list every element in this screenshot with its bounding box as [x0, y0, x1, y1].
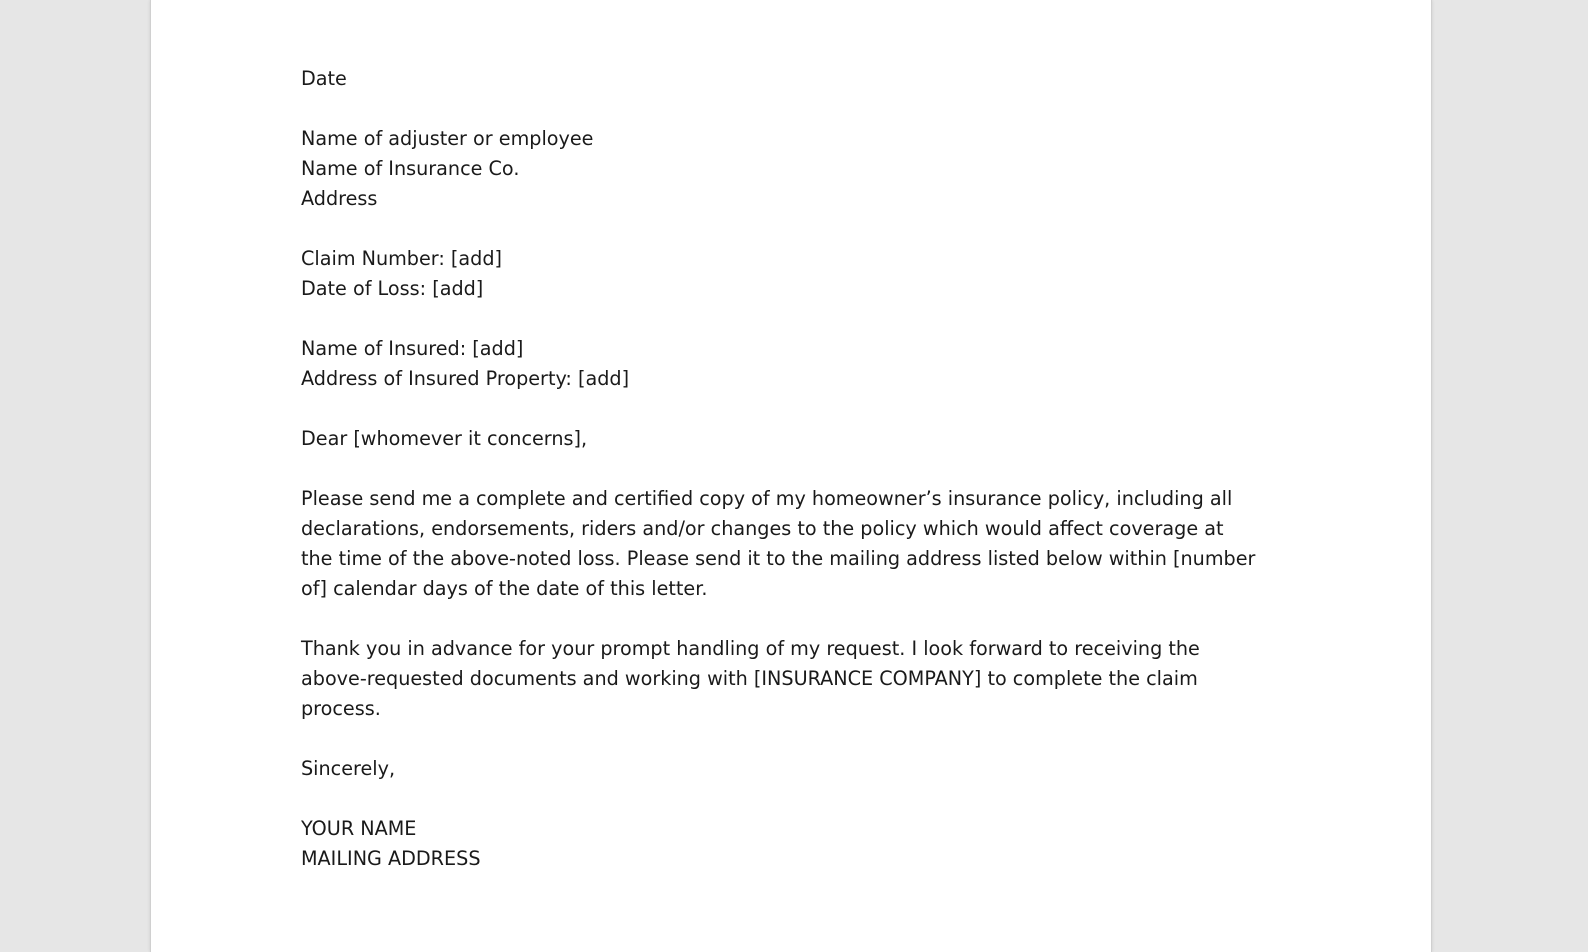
signature-name: YOUR NAME — [301, 817, 417, 840]
blank-line — [301, 94, 1261, 124]
body-paragraph-thanks: Thank you in advance for your prompt handling of my request. I look forward to receiving the above-requested documents and working with [INSURANCE COMPANY] to complete the claim process. — [301, 637, 1200, 720]
salutation: Dear [whomever it concerns], — [301, 427, 588, 450]
blank-line — [301, 214, 1261, 244]
signature-mailing-address: MAILING ADDRESS — [301, 847, 481, 870]
blank-line — [301, 784, 1261, 814]
insured-name: Name of Insured: [add] — [301, 337, 524, 360]
blank-line — [301, 454, 1261, 484]
recipient-company: Name of Insurance Co. — [301, 157, 520, 180]
insured-property-address: Address of Insured Property: [add] — [301, 367, 630, 390]
letter-date: Date — [301, 67, 347, 90]
blank-line — [301, 304, 1261, 334]
closing: Sincerely, — [301, 757, 396, 780]
date-of-loss: Date of Loss: [add] — [301, 277, 484, 300]
blank-line — [301, 724, 1261, 754]
blank-line — [301, 604, 1261, 634]
recipient-name: Name of adjuster or employee — [301, 127, 594, 150]
blank-line — [301, 394, 1261, 424]
claim-number: Claim Number: [add] — [301, 247, 503, 270]
recipient-address: Address — [301, 187, 378, 210]
document-body[interactable] — [301, 64, 1261, 874]
document-page — [150, 0, 1432, 952]
body-paragraph-request: Please send me a complete and certified copy of my homeowner’s insurance policy, including all declarations, endorsements, riders and/or changes to the policy which would affect coverage at the time of the above-noted loss. Please send it to the mailing address listed below within [number of] calendar days of the date of this letter. — [301, 487, 1256, 600]
